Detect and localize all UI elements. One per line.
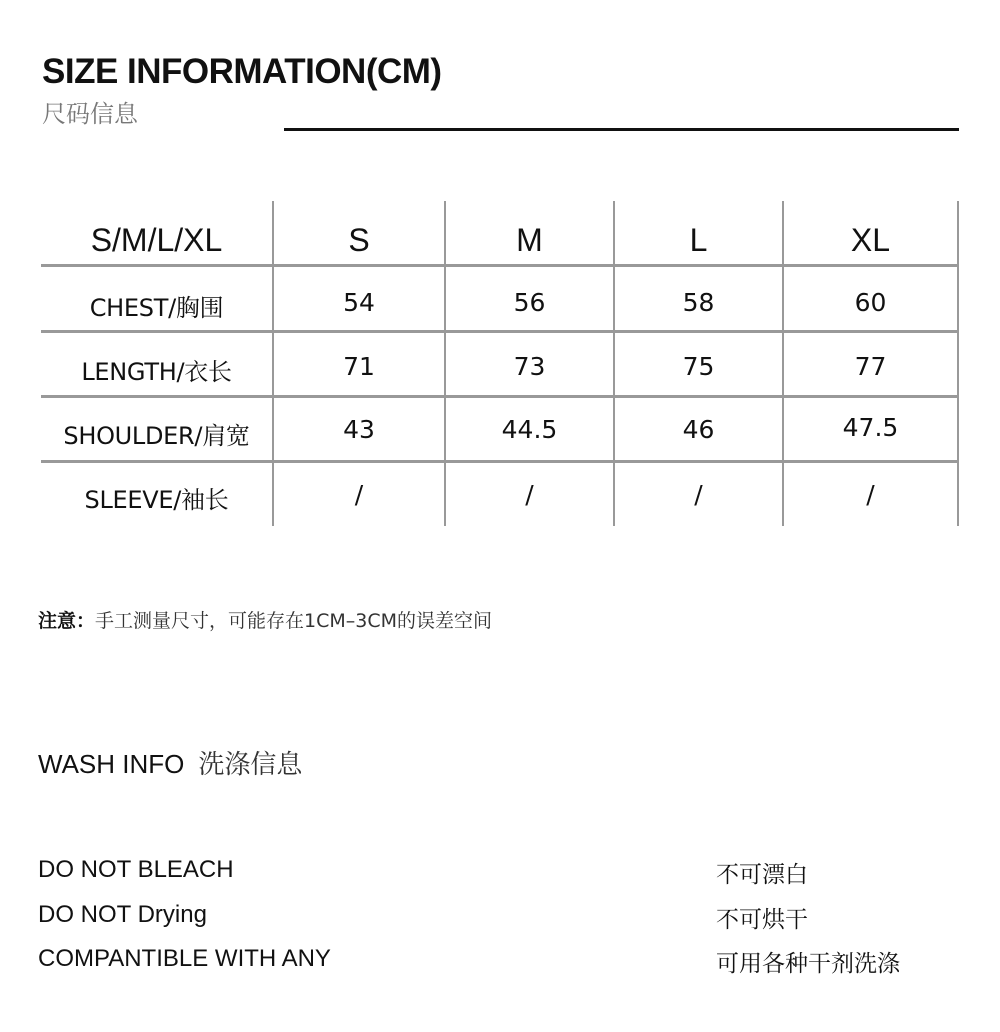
wash-item-en: DO NOT Drying xyxy=(38,901,207,928)
wash-item-en: COMPANTIBLE WITH ANY xyxy=(38,945,331,972)
table-cell: 47.5 xyxy=(842,413,899,442)
table-hline xyxy=(41,395,959,398)
wash-info-heading xyxy=(38,744,302,781)
table-cell: 54 xyxy=(343,288,375,317)
table-cell: / xyxy=(525,480,534,509)
table-cell: 60 xyxy=(854,288,887,317)
table-cell: 46 xyxy=(682,415,715,444)
wash-item-en: DO NOT BLEACH xyxy=(38,856,234,883)
table-cell: / xyxy=(354,480,364,509)
table-hline xyxy=(41,460,959,463)
column-header-xl: XL xyxy=(850,222,891,258)
measurement-note xyxy=(38,606,492,633)
table-cell: 44.5 xyxy=(501,415,558,444)
table-cell: 58 xyxy=(682,288,715,317)
column-header-m: M xyxy=(516,222,543,258)
wash-item-cn: 不可烘干 xyxy=(716,907,808,933)
page-title: SIZE INFORMATION(CM) xyxy=(42,52,442,91)
table-cell: 73 xyxy=(513,352,546,381)
wash-item-cn: 可用各种干剂洗涤 xyxy=(716,951,900,977)
table-cell: 43 xyxy=(343,415,375,444)
row-label-sleeve: SLEEVE/袖长 xyxy=(84,486,229,514)
row-label-chest: CHEST/胸围 xyxy=(89,294,224,322)
note-text: 手工测量尺寸，可能存在1CM–3CM的误差空间 xyxy=(95,610,493,632)
table-cell: / xyxy=(694,480,703,509)
column-header-l: L xyxy=(689,222,708,258)
wash-title-cn: 洗涤信息 xyxy=(198,750,303,780)
table-vline xyxy=(957,201,959,526)
table-corner-label: S/M/L/XL xyxy=(90,222,223,258)
table-hline xyxy=(41,330,959,333)
table-cell: / xyxy=(866,480,875,509)
wash-title-en: WASH INFO xyxy=(38,749,185,779)
page-subtitle: 尺码信息 xyxy=(42,100,138,128)
row-label-length: LENGTH/衣长 xyxy=(81,358,232,386)
table-cell: 75 xyxy=(682,352,715,381)
table-cell: 77 xyxy=(854,352,887,381)
column-header-s: S xyxy=(348,222,370,258)
table-cell: 71 xyxy=(343,352,375,381)
wash-item-cn: 不可漂白 xyxy=(716,862,808,888)
row-label-shoulder: SHOULDER/肩宽 xyxy=(63,422,250,450)
table-cell: 56 xyxy=(513,288,546,317)
table-hline xyxy=(41,264,959,267)
note-label: 注意： xyxy=(38,610,96,632)
